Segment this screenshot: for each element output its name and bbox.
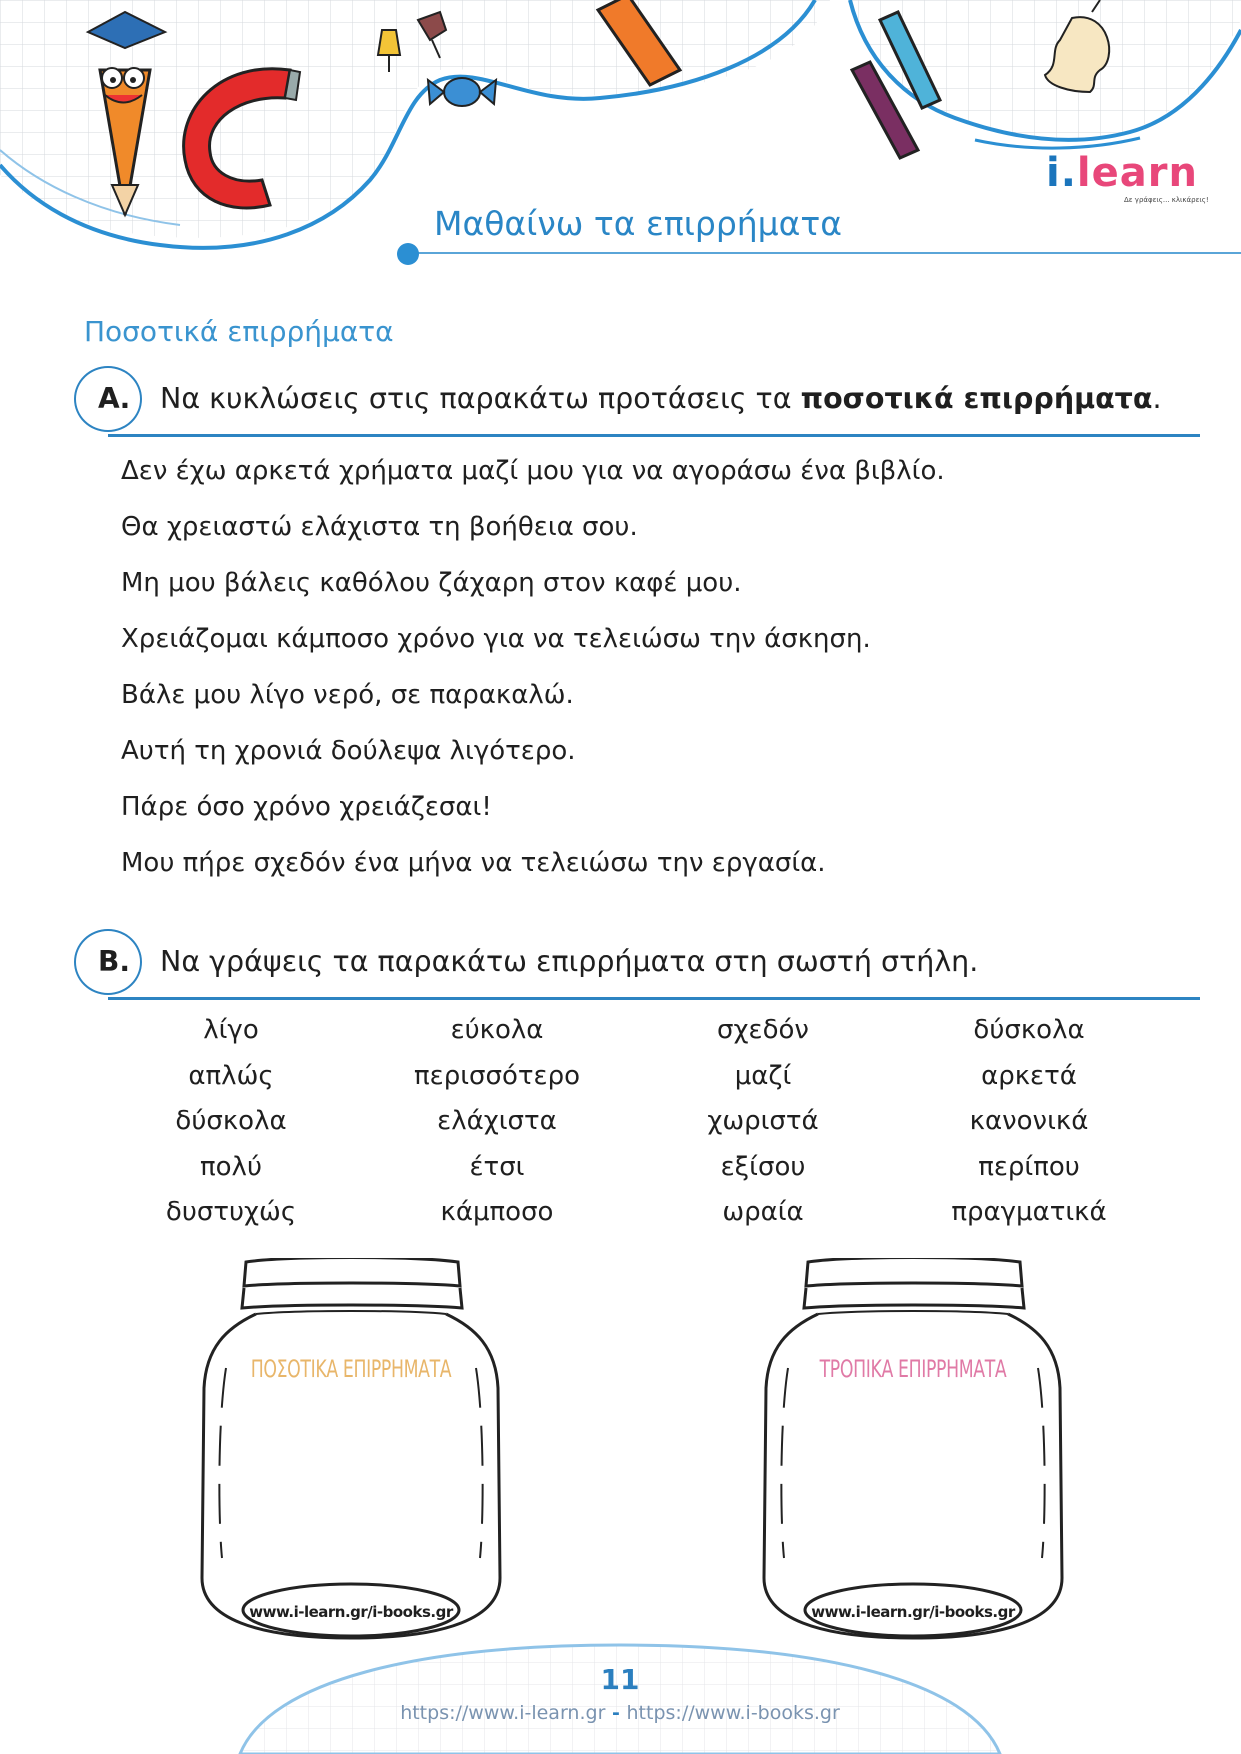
word-item[interactable]: περισσότερο bbox=[414, 1060, 580, 1091]
logo-tagline: Δε γράφεις... κλικάρεις! bbox=[1124, 196, 1209, 204]
footer-decoration bbox=[0, 1640, 1241, 1754]
word-item[interactable]: αρκετά bbox=[981, 1060, 1077, 1091]
word-item[interactable]: περίπου bbox=[978, 1151, 1080, 1182]
sentence[interactable]: Δεν έχω αρκετά χρήματα μαζί μου για να αγοράσω ένα βιβλίο. bbox=[121, 456, 945, 486]
sentence[interactable]: Αυτή τη χρονιά δούλεψα λιγότερο. bbox=[121, 736, 576, 766]
footer-link-ibooks[interactable]: https://www.i-books.gr bbox=[626, 1702, 840, 1724]
footer-separator: - bbox=[605, 1702, 627, 1724]
sentence[interactable]: Θα χρειαστώ ελάχιστα τη βοήθεια σου. bbox=[121, 512, 638, 542]
section-title: Ποσοτικά επιρρήματα bbox=[84, 315, 394, 348]
jar-label: ΠΟΣΟΤΙΚΑ ΕΠΙΡΡΗΜΑΤΑ bbox=[250, 1355, 452, 1383]
jar-label: ΤΡΟΠΙΚΑ ΕΠΙΡΡΗΜΑΤΑ bbox=[819, 1355, 1007, 1383]
jar-manner-adverbs[interactable] bbox=[758, 1258, 1068, 1643]
word-item[interactable]: κανονικά bbox=[969, 1106, 1089, 1136]
task-a-header bbox=[74, 366, 1164, 438]
task-instruction bbox=[160, 382, 1162, 415]
word-item[interactable]: δύσκολα bbox=[175, 1106, 287, 1136]
word-item[interactable]: χωριστά bbox=[707, 1106, 819, 1136]
instruction-start: Να κυκλώσεις στις παρακάτω προτάσεις τα bbox=[160, 382, 801, 415]
jar-outline-icon bbox=[758, 1258, 1068, 1643]
sentence[interactable]: Μου πήρε σχεδόν ένα μήνα να τελειώσω την εργασία. bbox=[121, 848, 826, 878]
jar-outline-icon bbox=[196, 1258, 506, 1643]
sentence[interactable]: Μη μου βάλεις καθόλου ζάχαρη στον καφέ μου. bbox=[121, 568, 742, 598]
logo-main: learn bbox=[1076, 150, 1198, 196]
task-rule bbox=[108, 997, 1200, 1000]
title-dot bbox=[397, 243, 419, 265]
task-instruction: Να γράψεις τα παρακάτω επιρρήματα στη σωστή στήλη. bbox=[160, 945, 979, 978]
word-item[interactable]: έτσι bbox=[469, 1151, 525, 1182]
page-title: Μαθαίνω τα επιρρήματα bbox=[434, 204, 843, 243]
sentence-list bbox=[121, 450, 945, 898]
page-number: 11 bbox=[600, 1663, 640, 1696]
sentence[interactable]: Βάλε μου λίγο νερό, σε παρακαλώ. bbox=[121, 680, 574, 710]
word-item[interactable]: πολύ bbox=[200, 1151, 262, 1182]
word-item[interactable]: ελάχιστα bbox=[437, 1106, 557, 1136]
jar-quantity-adverbs[interactable] bbox=[196, 1258, 506, 1643]
footer-link-ilearn[interactable]: https://www.i-learn.gr bbox=[400, 1702, 606, 1724]
sentence[interactable]: Πάρε όσο χρόνο χρειάζεσαι! bbox=[121, 792, 492, 822]
word-item[interactable]: ωραία bbox=[722, 1197, 804, 1227]
word-column bbox=[116, 1010, 346, 1238]
jar-url: www.i-learn.gr/i-books.gr bbox=[811, 1603, 1015, 1621]
word-item[interactable]: δύσκολα bbox=[973, 1015, 1085, 1045]
footer-links bbox=[320, 1702, 920, 1724]
word-item[interactable]: απλώς bbox=[188, 1060, 274, 1091]
title-underline bbox=[400, 252, 1241, 254]
word-item[interactable]: εύκολα bbox=[450, 1015, 544, 1045]
word-item[interactable]: λίγο bbox=[203, 1015, 259, 1045]
jar-url: www.i-learn.gr/i-books.gr bbox=[249, 1603, 453, 1621]
task-rule bbox=[108, 434, 1200, 437]
instruction-bold: ποσοτικά επιρρήματα bbox=[800, 382, 1153, 415]
logo-prefix: i. bbox=[1046, 150, 1077, 196]
instruction-end: . bbox=[1152, 382, 1162, 415]
word-column bbox=[648, 1010, 878, 1238]
word-item[interactable]: σχεδόν bbox=[717, 1015, 809, 1045]
word-item[interactable]: κάμποσο bbox=[440, 1197, 554, 1227]
word-item[interactable]: πραγματικά bbox=[951, 1197, 1107, 1227]
sentence[interactable]: Χρειάζομαι κάμποσο χρόνο για να τελειώσω την άσκηση. bbox=[121, 624, 871, 654]
task-b-header bbox=[74, 929, 1164, 1001]
task-letter: Β. bbox=[98, 945, 130, 978]
word-column bbox=[914, 1010, 1144, 1238]
word-column bbox=[382, 1010, 612, 1238]
word-item[interactable]: δυστυχώς bbox=[165, 1197, 297, 1227]
ilearn-logo bbox=[1046, 150, 1216, 200]
word-item[interactable]: εξίσου bbox=[720, 1151, 806, 1182]
word-item[interactable]: μαζί bbox=[734, 1060, 792, 1091]
task-letter: Α. bbox=[98, 382, 131, 415]
